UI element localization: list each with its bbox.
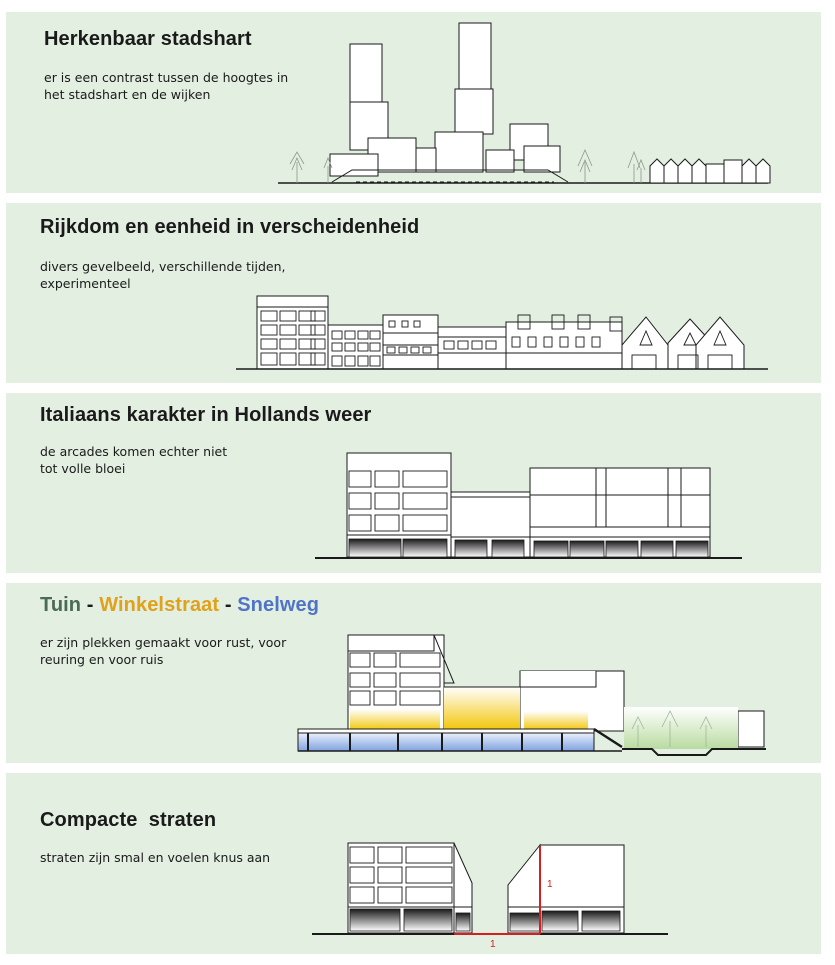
subtitle-line: er is een contrast tussen de hoogtes in (44, 70, 289, 85)
panel-italiaans-karakter (6, 393, 821, 573)
subtitle-line: de arcades komen echter niet (40, 444, 228, 459)
subtitle-line: tot volle bloei (40, 461, 126, 476)
panel-title: Rijkdom en eenheid in verscheidenheid (40, 216, 420, 238)
arcade-section-illustration (6, 393, 821, 573)
panel-tuin-winkelstraat-snelweg (6, 583, 821, 763)
compact-street-section (6, 773, 821, 954)
panel-compacte-straten (6, 773, 821, 954)
panel-title: Compacte straten (40, 809, 217, 831)
skyline-section-illustration (6, 12, 821, 193)
title-part-winkelstraat: Winkelstraat (99, 594, 220, 616)
dimension-label-vertical: 1 (547, 879, 553, 890)
subtitle-line: straten zijn smal en voelen knus aan (40, 850, 271, 865)
facade-row-illustration (6, 203, 821, 383)
panel-title: Italiaans karakter in Hollands weer (40, 404, 372, 426)
dimension-label-horizontal: 1 (490, 939, 496, 950)
subtitle-line: experimenteel (40, 276, 131, 291)
title-part-snelweg: Snelweg (237, 594, 320, 616)
subtitle-line: divers gevelbeeld, verschillende tijden, (40, 259, 286, 274)
panel-rijkdom-eenheid (6, 203, 821, 383)
subtitle-line: er zijn plekken gemaakt voor rust, voor (40, 635, 287, 650)
panel-herkenbaar-stadshart (6, 12, 821, 193)
garden-shopping-highway-section (6, 583, 821, 763)
title-separator: - (219, 594, 238, 616)
subtitle-line: reuring en voor ruis (40, 652, 164, 667)
title-separator: - (81, 594, 100, 616)
panel-title: Herkenbaar stadshart (44, 28, 252, 50)
subtitle-line: het stadshart en de wijken (44, 87, 211, 102)
title-part-tuin: Tuin (40, 594, 82, 616)
